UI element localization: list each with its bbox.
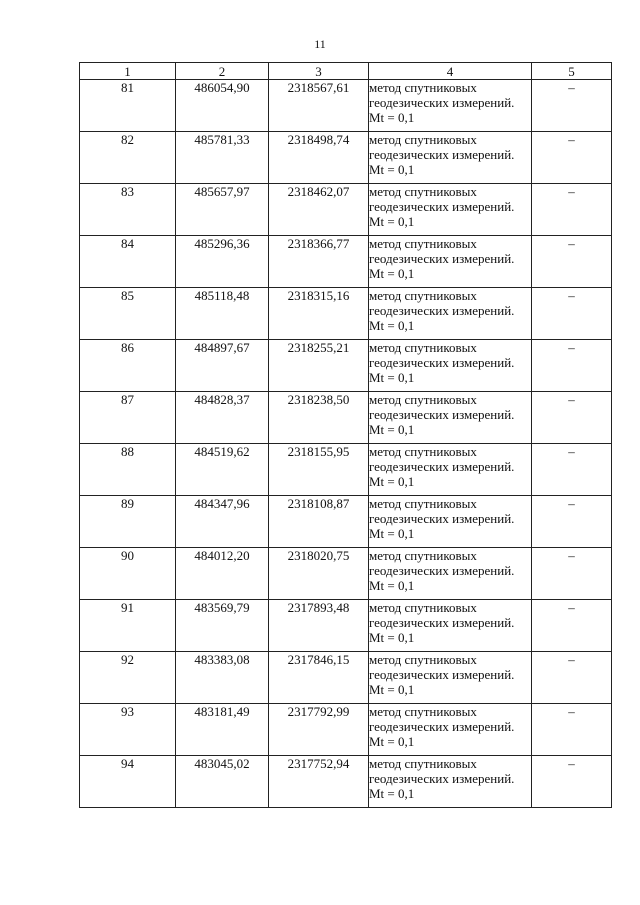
coordinates-table bbox=[79, 62, 612, 808]
y-coordinate-cell: 2318238,50 bbox=[269, 392, 369, 444]
note-cell: – bbox=[532, 444, 612, 496]
x-coordinate-cell: 485296,36 bbox=[176, 236, 269, 288]
y-coordinate-cell: 2317752,94 bbox=[269, 756, 369, 808]
point-number-cell: 94 bbox=[80, 756, 176, 808]
y-coordinate-cell: 2318155,95 bbox=[269, 444, 369, 496]
method-cell: метод спутниковых геодезических измерений. Mt = 0,1 bbox=[369, 288, 532, 340]
point-number-cell: 81 bbox=[80, 80, 176, 132]
method-cell: метод спутниковых геодезических измерений. Mt = 0,1 bbox=[369, 600, 532, 652]
note-cell: – bbox=[532, 132, 612, 184]
x-coordinate-cell: 485657,97 bbox=[176, 184, 269, 236]
header-row bbox=[80, 63, 612, 80]
table-row bbox=[80, 236, 612, 288]
y-coordinate-cell: 2317893,48 bbox=[269, 600, 369, 652]
y-coordinate-cell: 2318462,07 bbox=[269, 184, 369, 236]
table-row bbox=[80, 652, 612, 704]
x-coordinate-cell: 485781,33 bbox=[176, 132, 269, 184]
y-coordinate-cell: 2318498,74 bbox=[269, 132, 369, 184]
method-cell: метод спутниковых геодезических измерений. Mt = 0,1 bbox=[369, 236, 532, 288]
note-cell: – bbox=[532, 288, 612, 340]
x-coordinate-cell: 484828,37 bbox=[176, 392, 269, 444]
y-coordinate-cell: 2317792,99 bbox=[269, 704, 369, 756]
x-coordinate-cell: 484347,96 bbox=[176, 496, 269, 548]
note-cell: – bbox=[532, 704, 612, 756]
x-coordinate-cell: 483383,08 bbox=[176, 652, 269, 704]
x-coordinate-cell: 483569,79 bbox=[176, 600, 269, 652]
table-row bbox=[80, 288, 612, 340]
header-col-5: 5 bbox=[532, 63, 612, 80]
method-cell: метод спутниковых геодезических измерений. Mt = 0,1 bbox=[369, 548, 532, 600]
point-number-cell: 90 bbox=[80, 548, 176, 600]
x-coordinate-cell: 483045,02 bbox=[176, 756, 269, 808]
header-col-3: 3 bbox=[269, 63, 369, 80]
note-cell: – bbox=[532, 184, 612, 236]
note-cell: – bbox=[532, 392, 612, 444]
method-cell: метод спутниковых геодезических измерений. Mt = 0,1 bbox=[369, 184, 532, 236]
table-row bbox=[80, 756, 612, 808]
method-cell: метод спутниковых геодезических измерений. Mt = 0,1 bbox=[369, 392, 532, 444]
point-number-cell: 89 bbox=[80, 496, 176, 548]
method-cell: метод спутниковых геодезических измерений. Mt = 0,1 bbox=[369, 340, 532, 392]
point-number-cell: 93 bbox=[80, 704, 176, 756]
table-row bbox=[80, 132, 612, 184]
header-col-4: 4 bbox=[369, 63, 532, 80]
x-coordinate-cell: 484519,62 bbox=[176, 444, 269, 496]
x-coordinate-cell: 485118,48 bbox=[176, 288, 269, 340]
y-coordinate-cell: 2317846,15 bbox=[269, 652, 369, 704]
x-coordinate-cell: 483181,49 bbox=[176, 704, 269, 756]
point-number-cell: 87 bbox=[80, 392, 176, 444]
y-coordinate-cell: 2318315,16 bbox=[269, 288, 369, 340]
table-header bbox=[80, 63, 612, 80]
y-coordinate-cell: 2318255,21 bbox=[269, 340, 369, 392]
note-cell: – bbox=[532, 80, 612, 132]
header-col-2: 2 bbox=[176, 63, 269, 80]
y-coordinate-cell: 2318567,61 bbox=[269, 80, 369, 132]
table-body bbox=[80, 80, 612, 808]
y-coordinate-cell: 2318020,75 bbox=[269, 548, 369, 600]
note-cell: – bbox=[532, 236, 612, 288]
table-row bbox=[80, 496, 612, 548]
table-row bbox=[80, 392, 612, 444]
table-row bbox=[80, 704, 612, 756]
point-number-cell: 86 bbox=[80, 340, 176, 392]
note-cell: – bbox=[532, 496, 612, 548]
point-number-cell: 83 bbox=[80, 184, 176, 236]
point-number-cell: 92 bbox=[80, 652, 176, 704]
method-cell: метод спутниковых геодезических измерений. Mt = 0,1 bbox=[369, 756, 532, 808]
x-coordinate-cell: 486054,90 bbox=[176, 80, 269, 132]
y-coordinate-cell: 2318108,87 bbox=[269, 496, 369, 548]
table-row bbox=[80, 548, 612, 600]
header-col-1: 1 bbox=[80, 63, 176, 80]
x-coordinate-cell: 484897,67 bbox=[176, 340, 269, 392]
table-row bbox=[80, 444, 612, 496]
note-cell: – bbox=[532, 600, 612, 652]
method-cell: метод спутниковых геодезических измерений. Mt = 0,1 bbox=[369, 444, 532, 496]
note-cell: – bbox=[532, 340, 612, 392]
x-coordinate-cell: 484012,20 bbox=[176, 548, 269, 600]
method-cell: метод спутниковых геодезических измерений. Mt = 0,1 bbox=[369, 132, 532, 184]
table-row bbox=[80, 340, 612, 392]
table-row bbox=[80, 600, 612, 652]
note-cell: – bbox=[532, 548, 612, 600]
note-cell: – bbox=[532, 652, 612, 704]
method-cell: метод спутниковых геодезических измерений. Mt = 0,1 bbox=[369, 80, 532, 132]
point-number-cell: 88 bbox=[80, 444, 176, 496]
page-number: 11 bbox=[314, 37, 326, 51]
method-cell: метод спутниковых геодезических измерений. Mt = 0,1 bbox=[369, 496, 532, 548]
point-number-cell: 91 bbox=[80, 600, 176, 652]
note-cell: – bbox=[532, 756, 612, 808]
table-row bbox=[80, 80, 612, 132]
point-number-cell: 84 bbox=[80, 236, 176, 288]
method-cell: метод спутниковых геодезических измерений. Mt = 0,1 bbox=[369, 652, 532, 704]
y-coordinate-cell: 2318366,77 bbox=[269, 236, 369, 288]
table-row bbox=[80, 184, 612, 236]
point-number-cell: 85 bbox=[80, 288, 176, 340]
point-number-cell: 82 bbox=[80, 132, 176, 184]
method-cell: метод спутниковых геодезических измерений. Mt = 0,1 bbox=[369, 704, 532, 756]
